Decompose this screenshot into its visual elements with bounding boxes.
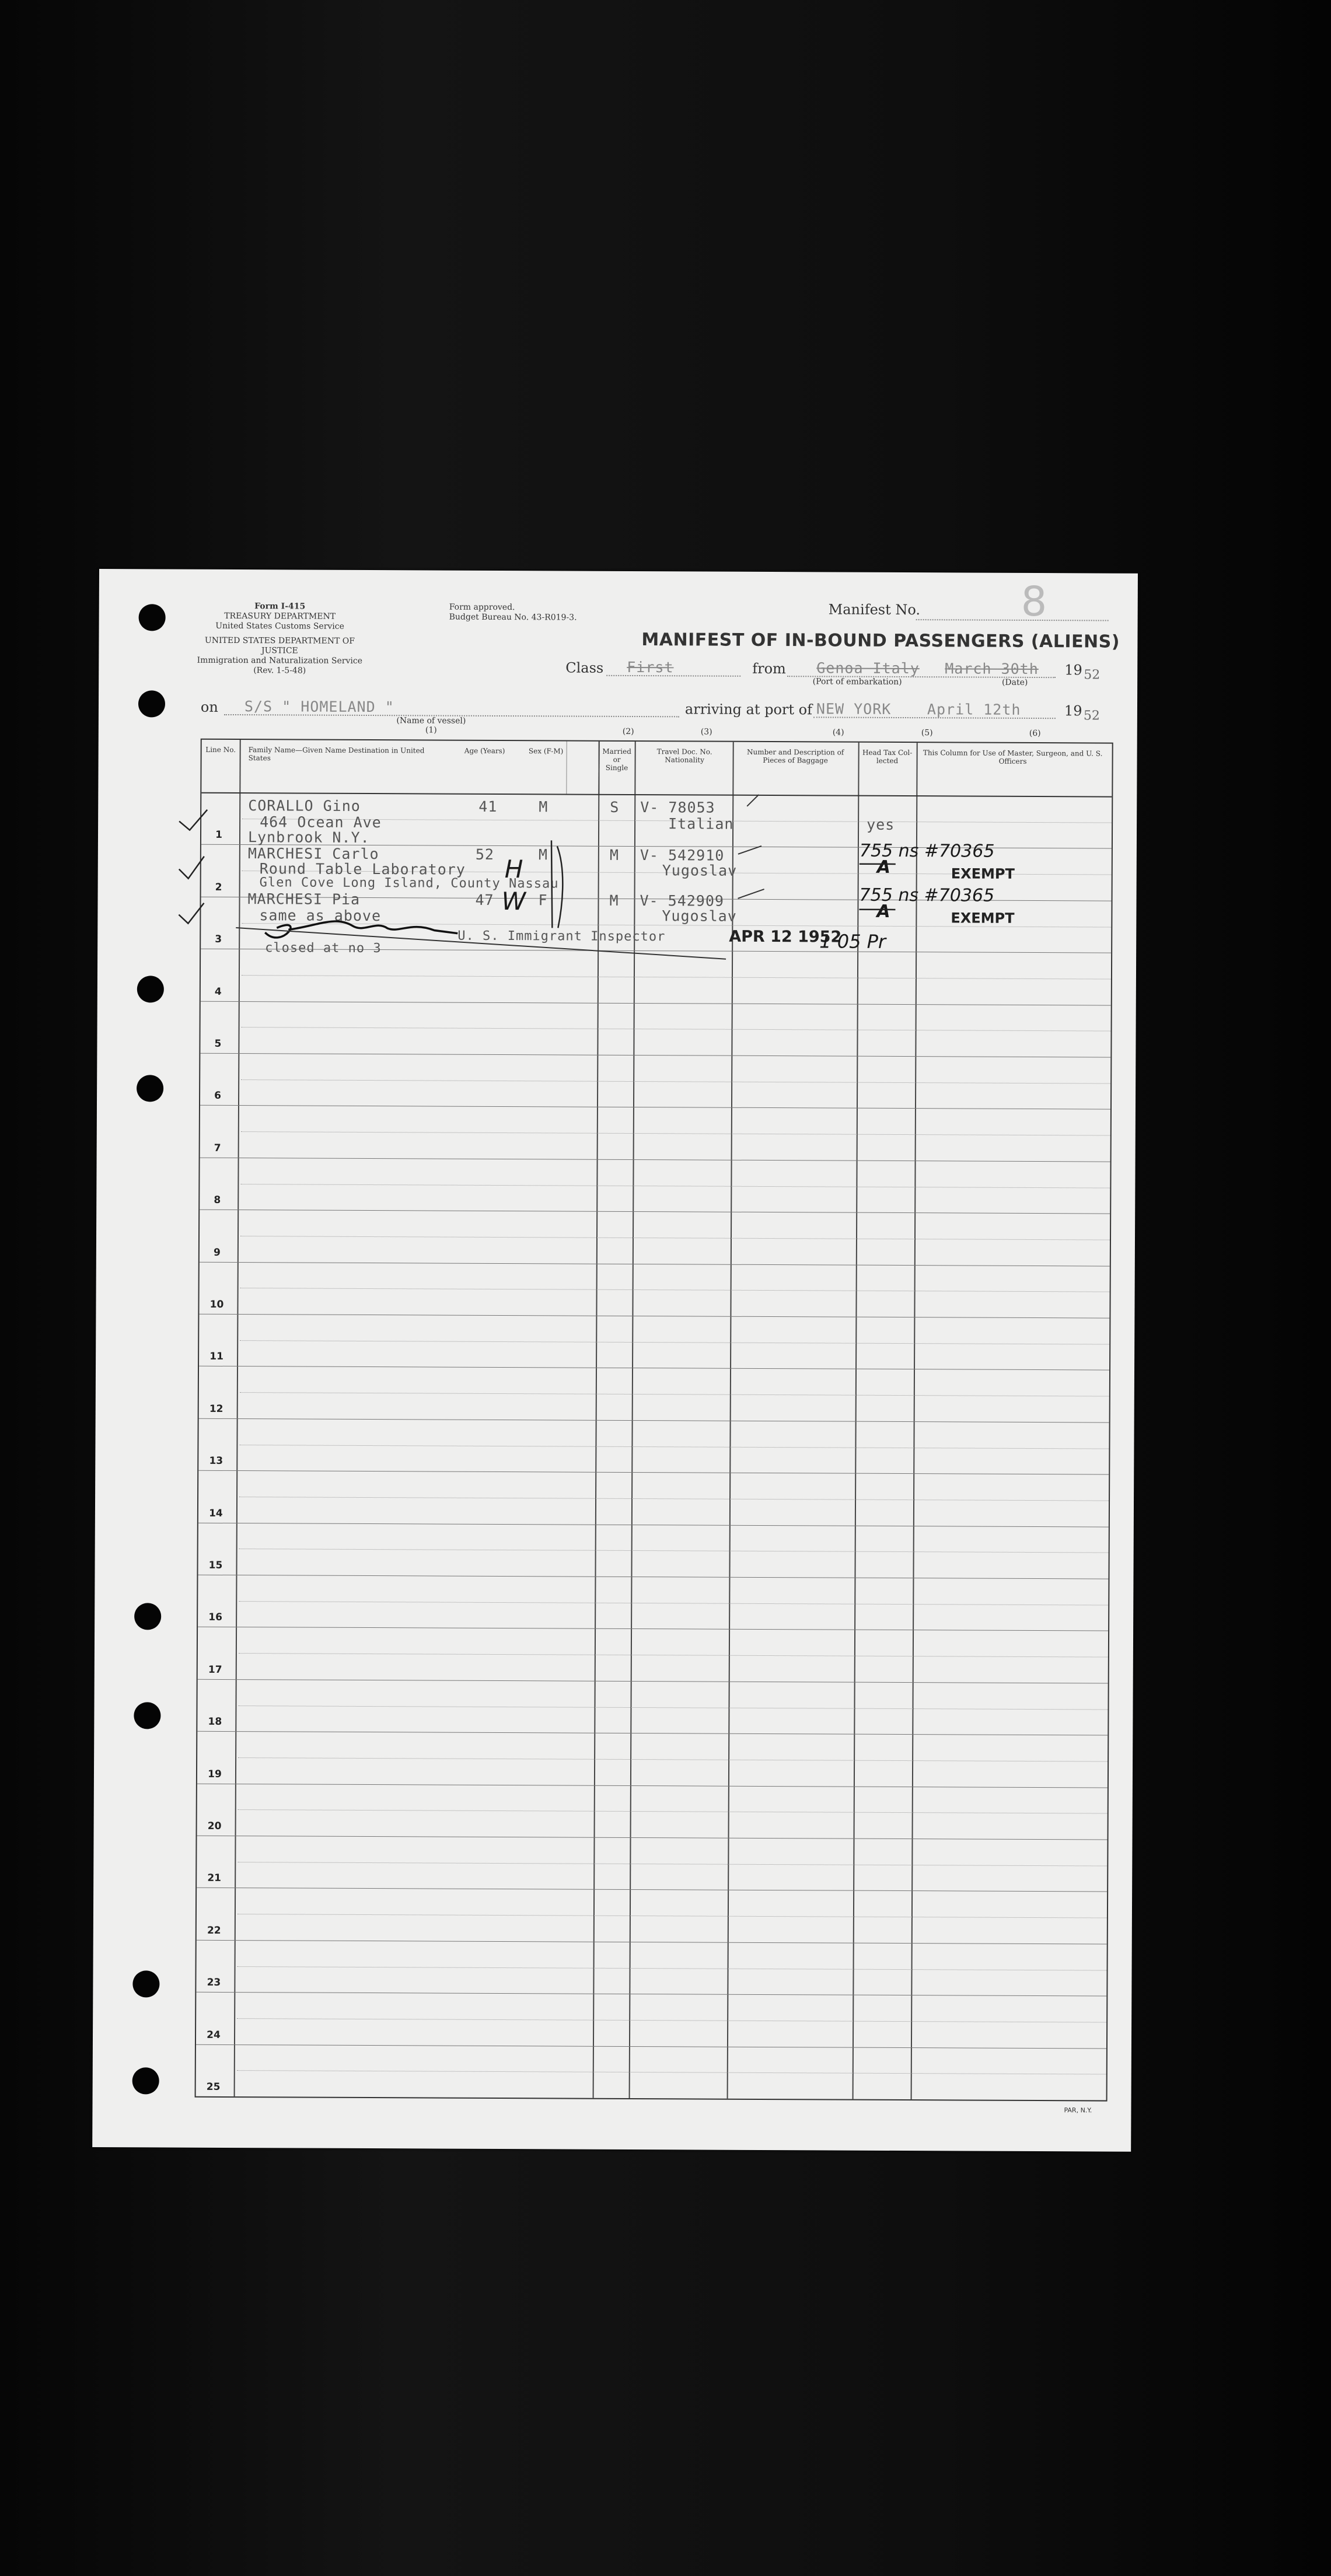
line-number: 16 bbox=[208, 1612, 223, 1624]
passenger-2-nationality: Yugoslav bbox=[662, 862, 738, 879]
margin-mark-h: H bbox=[504, 855, 523, 884]
table-row-subrule bbox=[239, 1497, 1109, 1501]
table-row-subrule bbox=[240, 1392, 1109, 1397]
passenger-2-age: 52 bbox=[475, 845, 495, 863]
col-header-marital: Married or Single bbox=[602, 747, 631, 772]
binder-hole bbox=[139, 604, 166, 631]
line-number: 25 bbox=[206, 2081, 221, 2093]
table-row-rule bbox=[199, 1314, 1109, 1319]
page-title: MANIFEST OF IN-BOUND PASSENGERS (ALIENS) bbox=[641, 630, 1120, 652]
line-number: 7 bbox=[214, 1142, 221, 1154]
line-number: 13 bbox=[209, 1455, 223, 1467]
passenger-3-name: MARCHESI Pia bbox=[247, 890, 361, 908]
manifest-no-value: 8 bbox=[1021, 577, 1047, 626]
passenger-2-addr2: Glen Cove Long Island, County Nassau bbox=[259, 875, 559, 892]
passenger-1-nationality: Italian bbox=[668, 815, 734, 833]
col-header-name: Family Name—Given Name Destination in United States bbox=[248, 746, 425, 763]
table-row-rule bbox=[197, 1731, 1108, 1736]
col-header-officers: This Column for Use of Master, Surgeon, and U. S. Officers bbox=[923, 749, 1103, 766]
line-number: 8 bbox=[214, 1194, 221, 1207]
margin-check bbox=[179, 810, 207, 830]
table-row-subrule bbox=[239, 1445, 1109, 1449]
manifest-page bbox=[92, 569, 1138, 2152]
arriving-label: arriving at port of bbox=[684, 701, 813, 718]
table-row-rule bbox=[200, 1210, 1110, 1214]
justice-dept: UNITED STATES DEPARTMENT OF JUSTICE bbox=[204, 635, 355, 656]
table-row-subrule bbox=[239, 1705, 1108, 1710]
passenger-3-sex: F bbox=[538, 892, 548, 909]
line-number: 4 bbox=[214, 985, 222, 998]
passenger-1-marital: S bbox=[610, 798, 620, 816]
passenger-2-doc: V- 542910 bbox=[640, 847, 725, 864]
colnum-2: (2) bbox=[622, 726, 634, 737]
table-row-rule bbox=[196, 2044, 1106, 2049]
line-number: 3 bbox=[215, 934, 222, 946]
line-number: 17 bbox=[208, 1663, 222, 1676]
table-row-subrule bbox=[237, 1862, 1107, 1867]
table-row-subrule bbox=[237, 1966, 1107, 1971]
line-number: 24 bbox=[207, 2029, 221, 2041]
line-number: 12 bbox=[209, 1403, 223, 1415]
table-row-rule bbox=[197, 1940, 1107, 1945]
line-number: 1 bbox=[215, 829, 222, 841]
line-number: 6 bbox=[214, 1090, 222, 1102]
table-row-rule bbox=[200, 1261, 1110, 1266]
line-number: 22 bbox=[207, 1924, 221, 1937]
table-row-rule bbox=[198, 1522, 1109, 1527]
passenger-3-doc: V- 542909 bbox=[640, 892, 725, 910]
line-number: 10 bbox=[209, 1298, 224, 1310]
passenger-2-marital: M bbox=[609, 846, 619, 864]
passenger-2-addr1: Round Table Laboratory bbox=[259, 860, 466, 878]
col-header-sex: Sex (F-M) bbox=[528, 747, 564, 756]
binder-hole bbox=[134, 1702, 160, 1729]
arriving-port: NEW YORK bbox=[816, 700, 892, 718]
margin-mark-w: W bbox=[501, 887, 526, 916]
revision: (Rev. 1-5-48) bbox=[253, 666, 306, 676]
handwritten-time: 1 05 Pr bbox=[819, 930, 886, 953]
table-row-rule bbox=[200, 1053, 1110, 1058]
table-row-rule bbox=[197, 1783, 1108, 1788]
passenger-2-head-tax: A bbox=[876, 857, 891, 878]
table-row-rule bbox=[200, 1105, 1110, 1110]
table-row-subrule bbox=[240, 1184, 1110, 1189]
vessel-colnum: (1) bbox=[425, 725, 437, 735]
passenger-3-exempt-stamp: EXEMPT bbox=[951, 910, 1015, 927]
table-row-subrule bbox=[240, 1340, 1109, 1345]
table-row-subrule bbox=[239, 1549, 1109, 1553]
passenger-3-addr1: same as above bbox=[259, 907, 382, 925]
inspector-label: U. S. Immigrant Inspector bbox=[457, 928, 666, 945]
passenger-1-sex: M bbox=[539, 798, 549, 816]
line-number: 23 bbox=[207, 1977, 221, 1989]
passenger-1-name: CORALLO Gino bbox=[248, 797, 361, 815]
form-number: Form I-415 bbox=[254, 602, 306, 611]
table-row-rule bbox=[200, 1158, 1110, 1162]
line-number: 21 bbox=[207, 1872, 222, 1885]
col-header-head-tax: Head Tax Col-lected bbox=[862, 748, 913, 765]
tick-mark bbox=[747, 795, 759, 806]
head-tax-underline bbox=[859, 864, 895, 910]
signature-and-ticks bbox=[201, 740, 1112, 989]
from-year-prefix: 19 bbox=[1064, 662, 1082, 679]
passenger-1-age: 41 bbox=[478, 798, 498, 815]
col-header-line-no: Line No. bbox=[205, 745, 236, 754]
tick-mark bbox=[738, 889, 764, 899]
manifest-no-label: Manifest No. bbox=[828, 601, 921, 618]
table-row-subrule bbox=[241, 1131, 1110, 1136]
passenger-3-marital: M bbox=[609, 892, 619, 909]
table-row-subrule bbox=[237, 1914, 1107, 1918]
margin-check bbox=[179, 857, 204, 879]
on-label: on bbox=[200, 698, 218, 715]
line-number: 2 bbox=[215, 881, 222, 893]
table-row-rule bbox=[199, 1366, 1109, 1371]
line-number: 9 bbox=[213, 1246, 221, 1259]
table-row-subrule bbox=[240, 1236, 1110, 1240]
closed-note: closed at no 3 bbox=[265, 941, 382, 956]
arriving-year-prefix: 19 bbox=[1064, 702, 1082, 719]
passenger-3-age: 47 bbox=[475, 891, 494, 908]
date-caption: (Date) bbox=[1001, 677, 1028, 687]
line-number: 20 bbox=[207, 1820, 222, 1832]
binder-hole bbox=[134, 1603, 161, 1630]
table-row-rule bbox=[196, 1992, 1106, 1997]
binder-hole bbox=[137, 976, 164, 1002]
customs-service: United States Customs Service bbox=[215, 621, 344, 631]
table-row-rule bbox=[198, 1627, 1108, 1631]
bracket-mark bbox=[551, 840, 563, 928]
passenger-1-doc: V- 78053 bbox=[640, 799, 715, 816]
line-number: 15 bbox=[208, 1559, 223, 1571]
from-label: from bbox=[752, 660, 786, 677]
class-label: Class bbox=[565, 659, 604, 676]
class-value: First bbox=[627, 658, 674, 676]
binder-hole bbox=[132, 1970, 159, 1997]
treasury-dept: TREASURY DEPARTMENT bbox=[224, 611, 336, 621]
approval-block bbox=[449, 603, 589, 623]
tick-mark bbox=[738, 846, 761, 854]
passenger-1-addr2: Lynbrook N.Y. bbox=[247, 829, 370, 847]
table-row-subrule bbox=[241, 1079, 1110, 1084]
colnum-6: (6) bbox=[1029, 728, 1041, 739]
inspection-date-stamp: APR 12 1952 bbox=[729, 927, 842, 946]
binder-hole bbox=[138, 690, 165, 717]
from-value: Genoa Italy bbox=[816, 659, 920, 677]
form-approved: Form approved. bbox=[449, 602, 515, 613]
manifest-no-line bbox=[916, 619, 1109, 621]
passenger-1-addr1: 464 Ocean Ave bbox=[260, 813, 382, 831]
printer-mark: PAR, N.Y. bbox=[1064, 2106, 1092, 2114]
binder-hole bbox=[137, 1075, 163, 1102]
budget-bureau: Budget Bureau No. 43-R019-3. bbox=[449, 612, 577, 623]
arriving-year-suffix: 52 bbox=[1083, 708, 1100, 723]
table-row-subrule bbox=[239, 1653, 1108, 1658]
binder-hole bbox=[132, 2067, 159, 2094]
passenger-2-officer-note: 755 ns #70365 bbox=[859, 840, 995, 862]
passenger-2-name: MARCHESI Carlo bbox=[247, 845, 379, 863]
table-row-rule bbox=[199, 1418, 1109, 1423]
line-number: 11 bbox=[209, 1351, 223, 1363]
passenger-1-head-tax: yes bbox=[867, 816, 895, 833]
table-row-subrule bbox=[238, 1757, 1108, 1762]
signature-underline bbox=[236, 928, 726, 959]
line-number: 5 bbox=[214, 1037, 222, 1050]
col-header-age: Age (Years) bbox=[464, 746, 505, 756]
table-row-subrule bbox=[237, 2018, 1106, 2023]
passenger-3-nationality: Yugoslav bbox=[662, 907, 737, 925]
passenger-table bbox=[195, 739, 1113, 2102]
line-number: 19 bbox=[208, 1768, 222, 1780]
table-row-rule bbox=[198, 1575, 1108, 1579]
colnum-4: (4) bbox=[832, 728, 844, 738]
vessel-caption: (Name of vessel) bbox=[396, 716, 466, 726]
table-row-subrule bbox=[239, 1601, 1108, 1606]
passenger-3-officer-note: 755 ns #70365 bbox=[859, 885, 995, 906]
colnum-5: (5) bbox=[921, 728, 933, 738]
table-row-subrule bbox=[238, 1809, 1108, 1814]
col-header-baggage: Number and Description of Pieces of Baggage bbox=[746, 747, 844, 765]
arrival-date: April 12th bbox=[927, 701, 1021, 718]
ins-service: Immigration and Naturalization Service bbox=[197, 655, 363, 666]
from-year-suffix: 52 bbox=[1084, 667, 1101, 683]
line-number: 18 bbox=[208, 1716, 222, 1728]
col-header-doc: Travel Doc. No. Nationality bbox=[656, 747, 712, 764]
line-number: 14 bbox=[209, 1507, 223, 1519]
passenger-2-sex: M bbox=[538, 846, 548, 864]
table-row-rule bbox=[198, 1470, 1109, 1475]
table-row-subrule bbox=[237, 2070, 1106, 2075]
vessel-value: S/S " HOMELAND " bbox=[244, 698, 394, 716]
table-row-rule bbox=[197, 1888, 1107, 1892]
table-row-subrule bbox=[240, 1288, 1110, 1292]
port-caption: (Port of embarkation) bbox=[812, 677, 902, 687]
colnum-3: (3) bbox=[700, 727, 712, 737]
table-row-rule bbox=[198, 1679, 1108, 1684]
department-block bbox=[192, 602, 368, 676]
passenger-3-head-tax: A bbox=[876, 901, 890, 922]
margin-check bbox=[179, 903, 204, 924]
passenger-2-exempt-stamp: EXEMPT bbox=[951, 865, 1015, 882]
table-row-subrule bbox=[242, 1027, 1111, 1032]
from-date: March 30th bbox=[945, 660, 1039, 678]
table-row-rule bbox=[201, 1001, 1111, 1005]
table-row-rule bbox=[197, 1836, 1108, 1840]
